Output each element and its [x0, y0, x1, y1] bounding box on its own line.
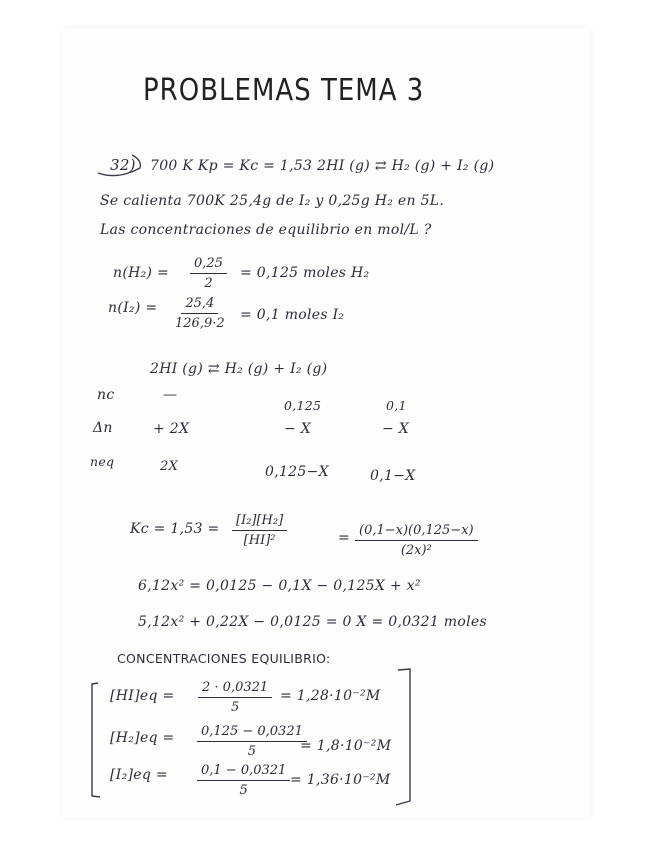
conc-i2-den: 5 — [239, 783, 248, 798]
problem-number: 32) — [110, 156, 136, 174]
moles-i2-num: 25,4 — [181, 296, 218, 314]
equation-2: 5,12x² + 0,22X − 0,0125 = 0 X = 0,0321 moles — [138, 614, 487, 630]
conc-h2-den: 5 — [247, 744, 257, 759]
conc-i2-num: 0,1 − 0,0321 — [197, 763, 290, 781]
conc-h2-num: 0,125 − 0,0321 — [197, 724, 307, 742]
problem-statement-1: Se calienta 700K 25,4g de I₂ y 0,25g H₂ en 5L. — [100, 193, 445, 209]
problem-number-underline — [98, 155, 140, 176]
moles-h2-lhs: n(H₂) = — [113, 265, 170, 281]
concentrations-heading: CONCENTRACIONES EQUILIBRIO: — [117, 651, 331, 666]
conc-hi-num: 2 · 0,0321 — [198, 680, 272, 698]
kc-lhs: Kc = 1,53 = — [130, 521, 220, 537]
right-bracket — [396, 669, 410, 805]
row-dn-i2: − X — [382, 421, 410, 437]
row-dn-h2: − X — [284, 421, 312, 437]
problem-statement-2: Las concentraciones de equilibrio en mol/L ? — [100, 222, 432, 238]
row-label-neq: neq — [90, 454, 115, 469]
conc-hi-lhs: [HI]eq = — [110, 688, 175, 704]
table-reaction: 2HI (g) ⇄ H₂ (g) + I₂ (g) — [150, 361, 328, 377]
moles-i2-rhs: = 0,1 moles I₂ — [240, 307, 345, 323]
problem-header: 700 K Kp = Kc = 1,53 2HI (g) ⇄ H₂ (g) + I₂ (g) — [150, 158, 495, 174]
left-bracket — [92, 683, 100, 797]
row-neq-hi: 2X — [160, 459, 179, 474]
conc-h2-lhs: [H₂]eq = — [110, 730, 175, 746]
kc-den-1: [HI]² — [243, 533, 276, 548]
row-nc-hi: — — [163, 387, 178, 403]
row-label-nc: nc — [97, 387, 115, 403]
row-dn-hi: + 2X — [153, 421, 190, 437]
moles-h2-rhs: = 0,125 moles H₂ — [240, 265, 370, 281]
moles-h2-den: 2 — [204, 276, 213, 291]
kc-den-2: (2x)² — [400, 543, 432, 558]
moles-h2-num: 0,25 — [190, 256, 227, 274]
kc-equals: = — [338, 530, 351, 546]
conc-i2-lhs: [I₂]eq = — [110, 767, 168, 783]
equation-1: 6,12x² = 0,0125 − 0,1X − 0,125X + x² — [138, 578, 421, 594]
moles-i2-lhs: n(I₂) = — [108, 300, 158, 316]
row-label-dn: Δn — [93, 420, 113, 436]
conc-hi-rhs: = 1,28·10⁻²M — [280, 688, 381, 704]
conc-hi-den: 5 — [230, 700, 240, 715]
row-neq-h2: 0,125−X — [265, 464, 329, 480]
kc-num-1: [I₂][H₂] — [232, 513, 287, 531]
kc-num-2: (0,1−x)(0,125−x) — [355, 523, 478, 541]
conc-i2-rhs: = 1,36·10⁻²M — [290, 772, 391, 788]
row-neq-i2: 0,1−X — [370, 468, 416, 484]
moles-i2-den: 126,9·2 — [175, 316, 225, 331]
page-title: PROBLEMAS TEMA 3 — [143, 73, 425, 109]
conc-h2-rhs: = 1,8·10⁻²M — [300, 738, 392, 754]
row-nc-h2: 0,125 — [284, 398, 322, 413]
row-nc-i2: 0,1 — [386, 398, 407, 413]
